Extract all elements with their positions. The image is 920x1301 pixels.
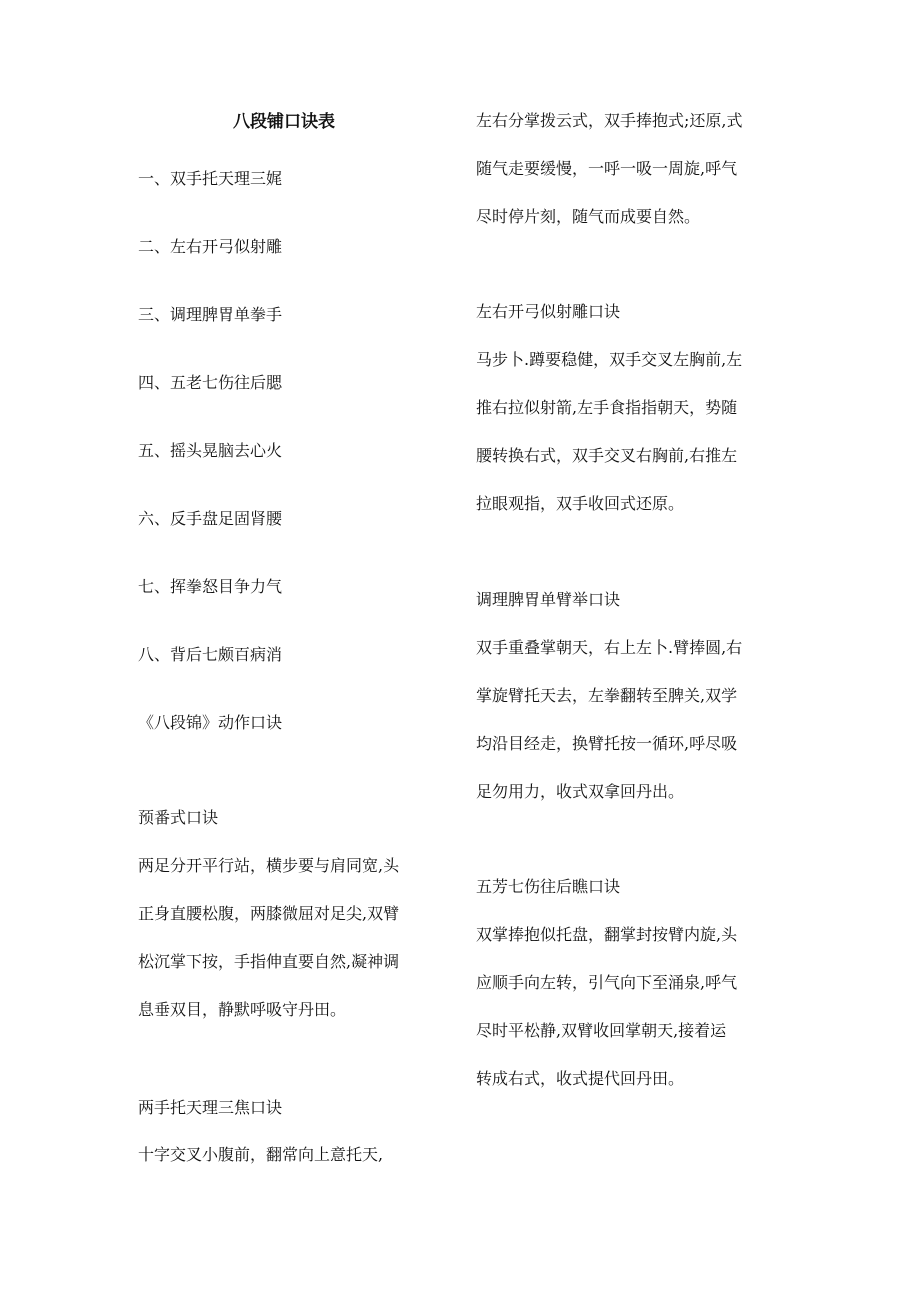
body-line: 双手重叠掌朝天，右上左卜.臂捧圆,右	[476, 638, 743, 657]
body-line: 马步卜.蹲要稳健，双手交叉左胸前,左	[476, 350, 743, 369]
body-line: 足勿用力，收式双拿回丹出。	[476, 782, 685, 801]
body-line: 均沿目经走，换臂托按一循环,呼尽吸	[476, 734, 738, 753]
list-item: 五、摇头晃脑去心火	[138, 441, 283, 460]
section-body	[476, 911, 737, 1103]
section-heading: 五芳七伤往后瞧口诀	[476, 877, 621, 896]
section-body	[138, 842, 399, 1034]
body-line: 尽时停片刻，随气而成要自然。	[476, 207, 701, 226]
body-line: 息垂双目，静默呼吸守丹田。	[138, 1000, 347, 1019]
list-item: 八、背后七颇百病消	[138, 645, 283, 664]
section-body	[476, 336, 742, 528]
body-line: 尽时平松静,双臂收回掌朝天,接着运	[476, 1021, 727, 1040]
body-line: 双掌捧抱似托盘，翻掌封按臂内旋,头	[476, 925, 738, 944]
body-line: 拉眼观指，双手收回式还原。	[476, 494, 685, 513]
list-item: 七、挥拳怒目争力气	[138, 577, 283, 596]
section-body	[476, 97, 742, 241]
document-title: 八段铺口诀表	[233, 112, 335, 132]
section-heading: 两手托天理三焦口诀	[138, 1098, 283, 1117]
body-line: 正身直腰松腹，两膝微屈对足尖,双臂	[138, 904, 400, 923]
body-line: 左右分掌拨云式，双手捧抱式;还原,式	[476, 111, 743, 130]
body-line: 腰转换右式，双手交叉右胸前,右推左	[476, 446, 738, 465]
list-item: 一、双手托天理三娓	[138, 169, 283, 188]
body-line: 推右拉似射箭,左手食指指朝天，势随	[476, 398, 738, 417]
list-item: 三、调理脾胃单拳手	[138, 305, 283, 324]
section-heading: 左右开弓似射雕口诀	[476, 302, 621, 321]
list-item: 六、反手盘足固肾腰	[138, 509, 283, 528]
section-body	[138, 1131, 383, 1179]
body-line: 十字交叉小腹前，翻常向上意托天,	[138, 1145, 384, 1164]
body-line: 随气走要缓慢，一呼一吸一周旋,呼气	[476, 159, 738, 178]
section-body	[476, 624, 742, 816]
list-item: 二、左右开弓似射雕	[138, 237, 283, 256]
body-line: 转成右式，收式提代回丹田。	[476, 1069, 685, 1088]
body-line: 应顺手向左转，引气向下至涌泉,呼气	[476, 973, 738, 992]
section-heading: 调理脾胃单臂举口诀	[476, 590, 621, 609]
list-item: 四、五老七伤往后腮	[138, 373, 283, 392]
body-line: 掌旋臂托天去，左拳翻转至脾关,双学	[476, 686, 738, 705]
section-heading: 预番式口诀	[138, 808, 219, 827]
body-line: 两足分开平行站，横步要与肩同宽,头	[138, 856, 400, 875]
body-line: 松沉掌下按，手指伸直要自然,凝神调	[138, 952, 400, 971]
section-subtitle: 《八段锦》动作口诀	[138, 713, 283, 732]
